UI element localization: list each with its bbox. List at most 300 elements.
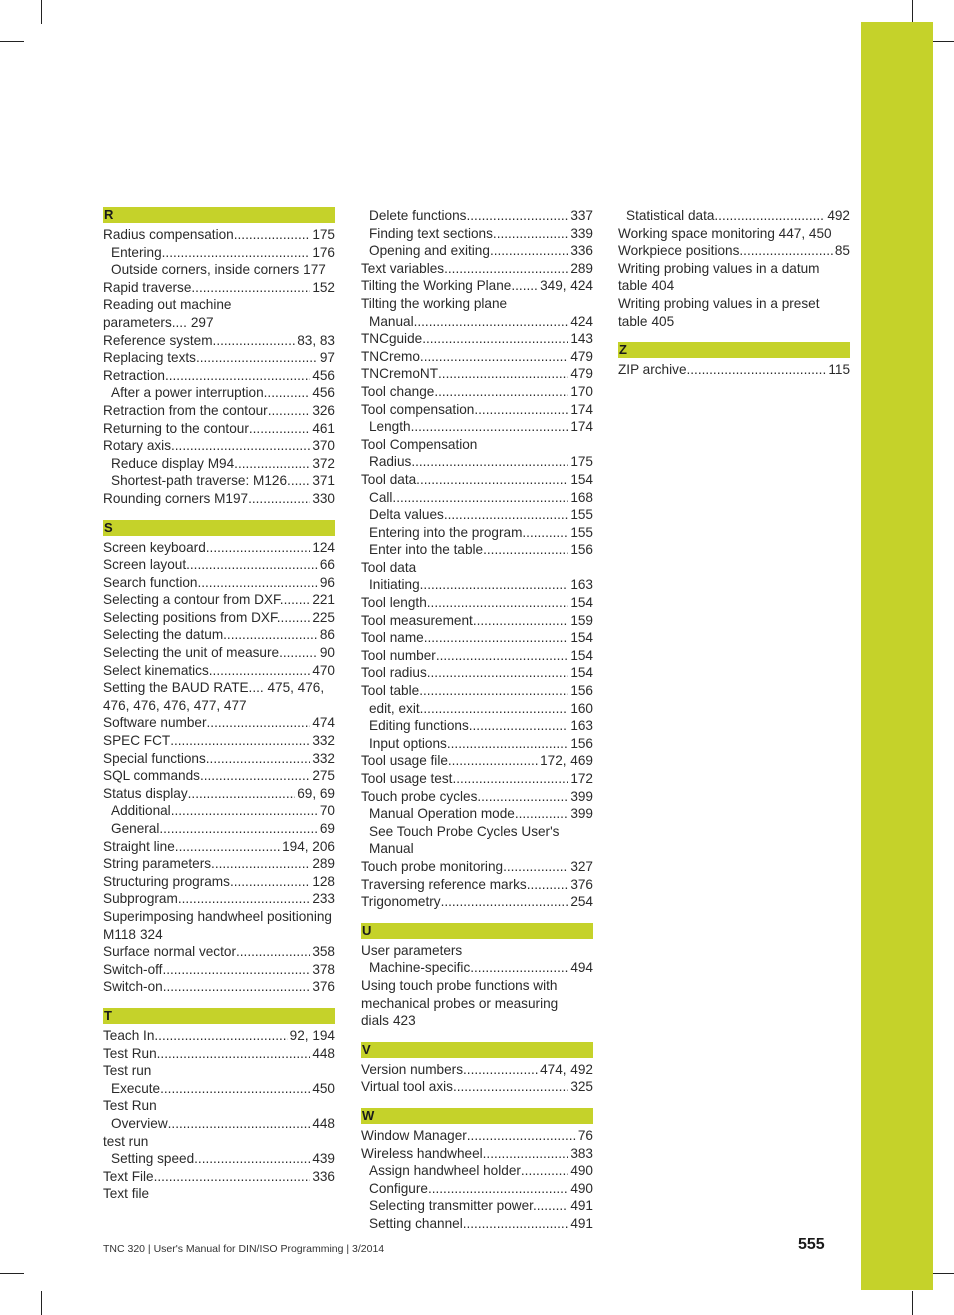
dot-leader — [503, 858, 568, 876]
entry-term: Selecting transmitter power... — [369, 1198, 545, 1214]
dot-leader — [160, 1080, 310, 1098]
entry-term: Search function — [103, 574, 198, 590]
index-entry — [361, 594, 593, 612]
dot-leader — [424, 629, 569, 647]
dot-leader — [452, 770, 568, 788]
dot-leader — [469, 717, 569, 735]
index-entry — [103, 626, 335, 644]
dot-leader — [739, 242, 832, 260]
index-entry — [361, 977, 593, 1030]
entry-term: Tool data — [361, 559, 417, 575]
entry-term: Straight line — [103, 838, 175, 854]
entry-page: 128 — [312, 873, 335, 889]
entry-term: Tool radius — [361, 665, 427, 681]
index-entry — [103, 1185, 335, 1203]
index-entry — [361, 524, 593, 542]
entry-term: Touch probe monitoring — [361, 858, 504, 874]
crop-mark — [912, 1291, 913, 1315]
entry-page: 490 — [570, 1163, 593, 1179]
entry-page: 233 — [312, 891, 335, 907]
dot-leader — [544, 1197, 568, 1215]
entry-page: 225 — [312, 609, 335, 625]
entry-term: Finding text sections — [369, 225, 493, 241]
entry-term: Selecting the unit of measure.... — [103, 645, 295, 661]
index-entry — [103, 367, 335, 385]
entry-term: User parameters — [361, 942, 463, 958]
dot-leader — [207, 714, 311, 732]
entry-page: 399 — [570, 788, 593, 804]
entry-term: Setting speed — [111, 1151, 195, 1167]
dot-leader — [453, 1078, 568, 1096]
index-entry — [361, 471, 593, 489]
index-entry — [361, 242, 593, 260]
index-entry — [618, 361, 850, 379]
entry-page: 66 — [319, 557, 335, 573]
index-entry — [103, 261, 335, 279]
index-entry — [618, 242, 850, 260]
entry-term: Test run — [103, 1063, 152, 1079]
entry-page: 168 — [570, 489, 593, 505]
index-entry — [361, 664, 593, 682]
dot-leader — [416, 471, 568, 489]
index-entry — [618, 295, 850, 330]
index-entry — [103, 591, 335, 609]
index-entry — [361, 942, 593, 960]
entry-term: TNCremo — [361, 348, 420, 364]
index-entry — [103, 279, 335, 297]
dot-leader — [200, 767, 310, 785]
entry-term: Radius — [369, 454, 412, 470]
dot-leader — [234, 455, 310, 473]
dot-leader — [714, 207, 825, 225]
dot-leader — [211, 855, 310, 873]
entry-term: Tool Compensation — [361, 436, 478, 452]
dot-leader — [206, 750, 311, 768]
entry-page: 349, 424 — [540, 278, 593, 294]
dot-leader — [420, 348, 568, 366]
index-entry — [103, 767, 335, 785]
index-entry — [361, 717, 593, 735]
entry-term: Tool name — [361, 630, 424, 646]
index-entry — [361, 1180, 593, 1198]
index-entry — [361, 295, 593, 313]
entry-page: 378 — [312, 961, 335, 977]
index-entry — [361, 330, 593, 348]
index-entry — [361, 788, 593, 806]
dot-leader — [519, 277, 538, 295]
entry-term: Setting the BAUD RATE.... 475, 476, 476, 476, 476, 477, 477 — [103, 680, 325, 713]
entry-page: 163 — [570, 718, 593, 734]
index-column-2 — [361, 207, 593, 1232]
index-entry — [103, 574, 335, 592]
entry-page: 336 — [312, 1168, 335, 1184]
dot-leader — [264, 384, 311, 402]
index-column-1 — [103, 207, 335, 1203]
entry-page: 439 — [312, 1151, 335, 1167]
entry-term: test run — [103, 1133, 149, 1149]
dot-leader — [477, 788, 568, 806]
index-entry — [103, 609, 335, 627]
dot-leader — [470, 959, 568, 977]
entry-page: 152 — [312, 279, 335, 295]
dot-leader — [527, 876, 569, 894]
entry-term: Selecting positions from DXF... — [103, 609, 289, 625]
entry-term: String parameters — [103, 856, 212, 872]
entry-term: Rounding corners M197 — [103, 490, 249, 506]
section-letter: R — [103, 207, 335, 223]
page-number: 555 — [798, 1236, 825, 1253]
index-entry — [361, 752, 593, 770]
entry-term: Overview — [111, 1115, 168, 1131]
index-entry — [103, 1097, 335, 1115]
index-entry — [618, 207, 850, 225]
index-entry — [361, 682, 593, 700]
dot-leader — [515, 805, 568, 823]
entry-page: 372 — [312, 455, 335, 471]
index-entry — [103, 838, 335, 856]
index-entry — [103, 1115, 335, 1133]
dot-leader — [473, 612, 568, 630]
index-entry — [361, 735, 593, 753]
entry-term: Enter into the table — [369, 542, 484, 558]
entry-term: Text File — [103, 1168, 154, 1184]
index-entry — [103, 890, 335, 908]
entry-term: Configure — [369, 1180, 428, 1196]
index-entry — [361, 770, 593, 788]
entry-page: 461 — [312, 420, 335, 436]
entry-term: Machine-specific — [369, 960, 471, 976]
entry-term: Manual — [369, 313, 414, 329]
index-entry — [103, 961, 335, 979]
dot-leader — [206, 539, 311, 557]
index-entry — [361, 1162, 593, 1180]
dot-leader — [268, 402, 311, 420]
entry-term: After a power interruption — [111, 385, 264, 401]
entry-term: edit, exit — [369, 700, 420, 716]
entry-term: Retraction from the contour — [103, 402, 268, 418]
entry-term: Surface normal vector — [103, 944, 236, 960]
entry-page: 83, 83 — [297, 332, 335, 348]
crop-mark — [41, 0, 42, 24]
dot-leader — [419, 682, 568, 700]
entry-page: 176 — [312, 244, 335, 260]
entry-page: 86 — [319, 627, 335, 643]
index-entry — [103, 437, 335, 455]
entry-page: 170 — [570, 383, 593, 399]
index-entry — [361, 365, 593, 383]
entry-page: 474, 492 — [540, 1061, 593, 1077]
dot-leader — [521, 1162, 568, 1180]
dot-leader — [213, 332, 296, 350]
index-entry — [103, 644, 335, 662]
index-entry — [103, 873, 335, 891]
entry-term: Opening and exiting — [369, 243, 490, 259]
dot-leader — [157, 1045, 311, 1063]
entry-term: Replacing texts — [103, 350, 196, 366]
entry-page: 450 — [312, 1080, 335, 1096]
index-entry — [103, 1080, 335, 1098]
entry-term: Select kinematics — [103, 662, 209, 678]
entry-page: 405 — [651, 313, 675, 329]
dot-leader — [434, 383, 568, 401]
entry-term: Execute — [111, 1080, 161, 1096]
entry-page: 76 — [577, 1127, 593, 1143]
entry-term: Reduce display M94 — [111, 455, 235, 471]
entry-page: 154 — [570, 471, 593, 487]
dot-leader — [175, 838, 280, 856]
entry-term: General — [111, 821, 160, 836]
index-entry — [361, 576, 593, 594]
entry-term: Workpiece positions — [618, 243, 740, 259]
entry-term: Delete functions — [369, 208, 467, 223]
entry-page: 494 — [570, 960, 593, 976]
entry-term: Initiating — [369, 577, 420, 593]
entry-page: 154 — [570, 647, 593, 663]
index-entry — [103, 1027, 335, 1045]
chapter-tab — [861, 22, 933, 1290]
entry-page: 324 — [140, 926, 163, 942]
dot-leader — [191, 279, 310, 297]
index-entry — [361, 541, 593, 559]
entry-page: 479 — [570, 366, 593, 382]
dot-leader — [411, 453, 568, 471]
index-entry — [361, 453, 593, 471]
dot-leader — [467, 1127, 576, 1145]
entry-page: 336 — [570, 243, 593, 259]
index-entry — [103, 732, 335, 750]
entry-page: 326 — [312, 402, 335, 418]
entry-term: Screen keyboard — [103, 539, 206, 555]
entry-term: See Touch Probe Cycles User's Manual — [369, 823, 560, 857]
entry-term: Superimposing handwheel positioning M118 — [103, 908, 332, 942]
index-entry — [361, 348, 593, 366]
entry-page: 492 — [827, 208, 850, 223]
entry-term: Retraction — [103, 367, 165, 383]
dot-leader — [447, 735, 568, 753]
dot-leader — [291, 472, 310, 490]
entry-page: 69 — [319, 821, 335, 836]
entry-term: Input options — [369, 735, 447, 751]
entry-term: Test Run — [103, 1045, 157, 1061]
entry-term: Tool measurement — [361, 612, 473, 628]
entry-term: Screen layout — [103, 557, 187, 573]
entry-term: Virtual tool axis — [361, 1079, 453, 1095]
index-entry — [361, 1145, 593, 1163]
entry-term: Selecting a contour from DXF.. — [103, 592, 288, 608]
dot-leader — [490, 242, 568, 260]
entry-page: 177 — [303, 262, 326, 278]
dot-leader — [163, 978, 311, 996]
entry-page: 297 — [190, 314, 214, 330]
entry-term: Length — [369, 419, 411, 435]
dot-leader — [427, 594, 569, 612]
entry-page: 163 — [570, 577, 593, 593]
dot-leader — [159, 820, 318, 838]
index-entry — [103, 472, 335, 490]
entry-term: Call — [369, 489, 393, 505]
index-entry — [103, 855, 335, 873]
dot-leader — [236, 943, 310, 961]
dot-leader — [287, 591, 310, 609]
dot-leader — [234, 226, 311, 244]
entry-term: Delta values — [369, 507, 444, 523]
entry-page: 160 — [570, 700, 593, 716]
entry-term: Window Manager — [361, 1127, 467, 1143]
entry-term: Switch-on — [103, 979, 163, 995]
dot-leader — [441, 893, 569, 911]
entry-term: Subprogram — [103, 891, 178, 907]
entry-page: 70 — [319, 803, 335, 819]
dot-leader — [168, 1115, 311, 1133]
index-entry — [361, 383, 593, 401]
entry-page: 325 — [570, 1079, 593, 1095]
entry-page: 371 — [312, 473, 335, 489]
dot-leader — [288, 609, 310, 627]
dot-leader — [196, 349, 318, 367]
index-entry — [361, 1078, 593, 1096]
entry-page: 474 — [312, 715, 335, 731]
dot-leader — [522, 524, 568, 542]
entry-term: Tool number — [361, 647, 436, 663]
entry-page: 376 — [312, 979, 335, 995]
entry-page: 491 — [570, 1198, 593, 1214]
entry-term: Writing probing values in a datum table — [618, 260, 820, 294]
index-entry — [618, 225, 850, 243]
entry-page: 275 — [312, 768, 335, 784]
entry-term: TNCremoNT — [361, 366, 439, 382]
dot-leader — [186, 556, 318, 574]
entry-term: Tool compensation — [361, 401, 475, 417]
entry-page: 172 — [570, 771, 593, 786]
entry-page: 172, 469 — [540, 753, 593, 769]
entry-term: Setting channel — [369, 1215, 463, 1231]
dot-leader — [165, 367, 310, 385]
entry-term: Touch probe cycles — [361, 788, 478, 804]
entry-page: 154 — [570, 595, 593, 611]
index-entry — [103, 332, 335, 350]
index-entry — [103, 679, 335, 714]
entry-page: 289 — [570, 260, 593, 276]
index-entry — [361, 1197, 593, 1215]
index-entry — [361, 436, 593, 454]
entry-page: 330 — [312, 490, 335, 506]
entry-term: Special functions — [103, 750, 206, 766]
section-letter: Z — [618, 342, 850, 358]
index-entry — [361, 612, 593, 630]
index-entry — [361, 277, 593, 295]
dot-leader — [248, 490, 310, 508]
dot-leader — [466, 207, 568, 225]
entry-page: 143 — [570, 331, 593, 347]
dot-leader — [178, 890, 311, 908]
dot-leader — [463, 1215, 569, 1233]
crop-mark — [41, 1291, 42, 1315]
dot-leader — [422, 330, 568, 348]
entry-page: 404 — [651, 278, 675, 294]
entry-page: 491 — [570, 1215, 593, 1231]
index-entry — [103, 539, 335, 557]
entry-term: Tool length — [361, 595, 427, 611]
entry-page: 289 — [312, 856, 335, 872]
dot-leader — [154, 1168, 311, 1186]
index-entry — [361, 858, 593, 876]
index-entry — [361, 1127, 593, 1145]
entry-term: Entering into the program — [369, 524, 523, 540]
index-entry — [361, 418, 593, 436]
index-entry — [103, 908, 335, 943]
entry-term: Version numbers — [361, 1061, 464, 1077]
section-letter: V — [361, 1042, 593, 1058]
entry-term: Outside corners, inside corners — [111, 262, 300, 278]
entry-page: 69, 69 — [297, 785, 335, 801]
index-entry — [103, 978, 335, 996]
index-entry — [361, 207, 593, 225]
dot-leader — [474, 401, 568, 419]
entry-term: Trigonometry — [361, 894, 441, 910]
dot-leader — [438, 365, 568, 383]
entry-term: Working space monitoring 447, 450 — [618, 225, 832, 241]
entry-term: Reading out machine parameters.... — [103, 297, 232, 330]
entry-term: SPEC FCT — [103, 733, 171, 749]
entry-page: 155 — [570, 524, 593, 540]
dot-leader — [249, 420, 310, 438]
entry-term: Tool change — [361, 383, 435, 399]
section-letter: S — [103, 520, 335, 536]
index-entry — [103, 662, 335, 680]
entry-page: 448 — [312, 1045, 335, 1061]
entry-term: Test Run — [103, 1098, 157, 1114]
entry-page: 383 — [570, 1145, 593, 1161]
index-entry — [361, 313, 593, 331]
index-entry — [103, 455, 335, 473]
crop-mark — [930, 1273, 954, 1274]
entry-page: 470 — [312, 662, 335, 678]
index-entry — [361, 805, 593, 823]
entry-page: 156 — [570, 735, 593, 751]
dot-leader — [171, 802, 318, 820]
index-entry — [361, 893, 593, 911]
index-entry — [361, 876, 593, 894]
entry-page: 159 — [570, 612, 593, 628]
index-entry — [103, 714, 335, 732]
entry-term: Tool usage file — [361, 753, 448, 769]
dot-leader — [294, 644, 318, 662]
dot-leader — [171, 437, 310, 455]
index-entry — [361, 506, 593, 524]
index-entry — [103, 802, 335, 820]
index-entry — [103, 402, 335, 420]
entry-page: 424 — [570, 313, 593, 329]
entry-page: 97 — [319, 350, 335, 366]
crop-mark — [0, 1273, 24, 1274]
entry-page: 85 — [834, 243, 850, 259]
entry-page: 456 — [312, 367, 335, 383]
dot-leader — [223, 626, 318, 644]
entry-term: Reference system — [103, 332, 213, 348]
entry-term: Wireless handwheel — [361, 1145, 483, 1161]
entry-page: 155 — [570, 507, 593, 523]
index-entry — [103, 1045, 335, 1063]
dot-leader — [414, 313, 569, 331]
index-entry — [361, 647, 593, 665]
page-footer: TNC 320 | User's Manual for DIN/ISO Programming | 3/2014 — [103, 1243, 385, 1255]
crop-mark — [930, 41, 954, 42]
index-entry — [361, 959, 593, 977]
dot-leader — [483, 1145, 569, 1163]
entry-page: 175 — [312, 227, 335, 242]
dot-leader — [188, 785, 296, 803]
index-entry — [361, 1215, 593, 1233]
